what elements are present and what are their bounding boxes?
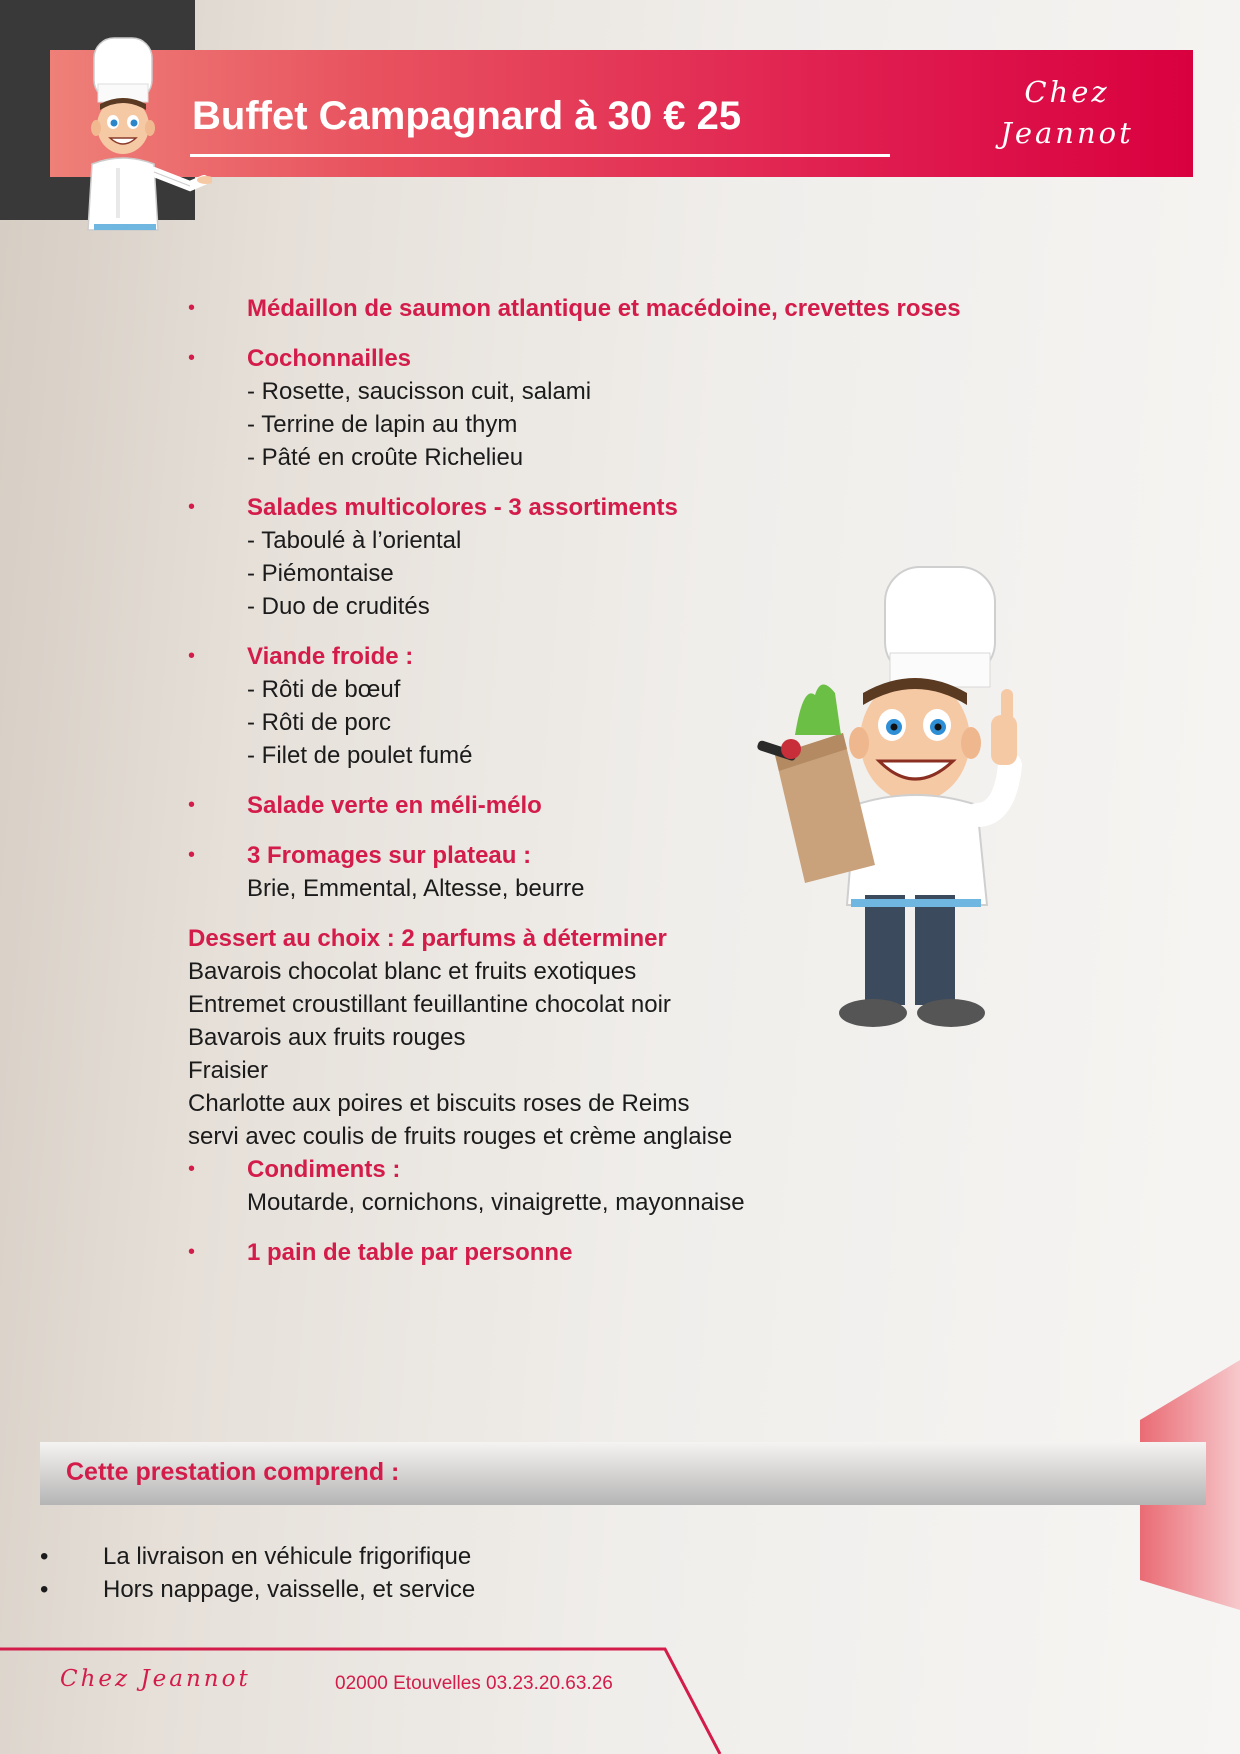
menu-item: Brie, Emmental, Altesse, beurre [247, 875, 585, 902]
includes-item-text: La livraison en véhicule frigorifique [103, 1543, 472, 1570]
dessert-item: Entremet croustillant feuillantine chocolat noir [188, 991, 671, 1018]
menu-section [188, 640, 988, 772]
menu-item: - Terrine de lapin au thym [247, 411, 518, 438]
bullet-icon: • [188, 347, 196, 369]
menu-list [188, 292, 988, 1286]
title-underline [190, 154, 890, 157]
includes-heading-bar [40, 1442, 1206, 1505]
dessert-item: Bavarois chocolat blanc et fruits exotiques [188, 958, 637, 985]
menu-section-title: Salade verte en méli-mélo [247, 792, 542, 819]
includes-list [40, 1540, 475, 1606]
menu-item: - Taboulé à l’oriental [247, 527, 462, 554]
bullet-icon: • [188, 645, 196, 667]
footer-accent-line [0, 1640, 1240, 1754]
dessert-item: servi avec coulis de fruits rouges et crème anglaise [188, 1123, 733, 1150]
menu-item: - Piémontaise [247, 560, 394, 587]
menu-section-title: 1 pain de table par personne [247, 1239, 573, 1266]
bullet-icon: • [40, 1543, 49, 1570]
dessert-title: Dessert au choix : 2 parfums à déterminer [188, 925, 667, 952]
brand-logo [977, 72, 1157, 154]
bullet-icon: • [188, 844, 196, 866]
chef-presenting-icon [72, 34, 212, 244]
includes-heading: Cette prestation comprend : [66, 1458, 400, 1486]
header-banner [50, 50, 1193, 177]
bullet-icon: • [188, 496, 196, 518]
menu-section [188, 1153, 988, 1219]
menu-section [188, 292, 988, 325]
menu-section [188, 1236, 988, 1269]
dessert-item: Bavarois aux fruits rouges [188, 1024, 466, 1051]
bullet-icon: • [40, 1576, 49, 1603]
menu-section [188, 789, 988, 822]
menu-section-title: 3 Fromages sur plateau : [247, 842, 532, 869]
brand-line-1: Chez [1024, 75, 1110, 109]
menu-item: - Filet de poulet fumé [247, 742, 473, 769]
bullet-icon: • [188, 1241, 196, 1263]
footer-brand: Chez Jeannot [60, 1666, 251, 1692]
menu-section-title: Condiments : [247, 1156, 401, 1183]
dessert-section [188, 922, 988, 1153]
menu-item: Moutarde, cornichons, vinaigrette, mayonnaise [247, 1189, 745, 1216]
bullet-icon: • [188, 794, 196, 816]
dessert-item: Fraisier [188, 1057, 269, 1084]
menu-section-title: Salades multicolores - 3 assortiments [247, 494, 678, 521]
menu-section-title: Médaillon de saumon atlantique et macédoine, crevettes roses [247, 295, 961, 322]
menu-item: - Rosette, saucisson cuit, salami [247, 378, 592, 405]
brand-line-2: Jeannot [1000, 116, 1134, 150]
includes-item [40, 1540, 475, 1573]
page-title: Buffet Campagnard à 30 € 25 [192, 94, 742, 138]
menu-section-title: Cochonnailles [247, 345, 412, 372]
menu-section [188, 342, 988, 474]
menu-section [188, 839, 988, 905]
footer-address: 02000 Etouvelles 03.23.20.63.26 [335, 1673, 613, 1694]
includes-item [40, 1573, 475, 1606]
menu-item: - Duo de crudités [247, 593, 430, 620]
menu-section-title: Viande froide : [247, 643, 414, 670]
bullet-icon: • [188, 297, 196, 319]
bullet-icon: • [188, 1158, 196, 1180]
includes-item-text: Hors nappage, vaisselle, et service [103, 1576, 476, 1603]
menu-item: - Rôti de bœuf [247, 676, 401, 703]
dessert-item: Charlotte aux poires et biscuits roses de Reims [188, 1090, 690, 1117]
menu-section [188, 491, 988, 623]
menu-item: - Pâté en croûte Richelieu [247, 444, 524, 471]
menu-item: - Rôti de porc [247, 709, 392, 736]
